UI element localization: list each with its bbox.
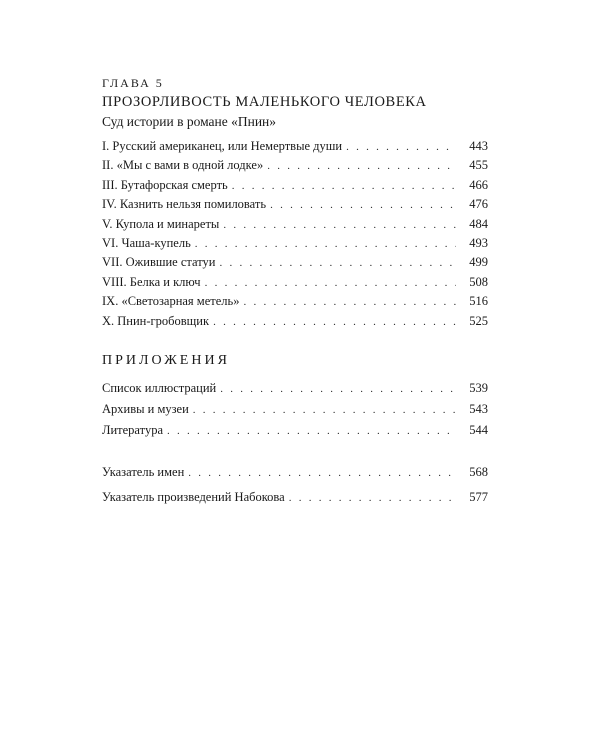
dot-leader [205, 274, 456, 293]
toc-entry-page: 493 [469, 235, 488, 250]
toc-entry [102, 137, 488, 156]
dot-leader [346, 138, 456, 157]
toc-entry-title: VII. Ожившие статуи [102, 255, 216, 270]
toc-entry [102, 234, 488, 253]
appendix-toc-list [102, 378, 488, 441]
toc-entry [102, 378, 488, 399]
toc-entry-page: 455 [469, 158, 488, 173]
dot-leader [270, 196, 456, 215]
toc-entry [102, 485, 488, 510]
toc-entry [102, 215, 488, 234]
toc-entry [102, 273, 488, 292]
toc-entry-title: VI. Чаша-купель [102, 235, 191, 250]
dot-leader [232, 177, 456, 196]
toc-entry-page: 499 [469, 255, 488, 270]
toc-entry-title: Литература [102, 423, 163, 437]
toc-entry [102, 420, 488, 441]
appendix-heading: ПРИЛОЖЕНИЯ [102, 353, 230, 368]
toc-entry [102, 156, 488, 175]
toc-entry-page: 577 [469, 490, 488, 504]
dot-leader [167, 421, 456, 442]
toc-entry-page: 539 [469, 381, 488, 395]
toc-entry-title: Список иллюстраций [102, 381, 217, 395]
toc-entry-title: II. «Мы с вами в одной лодке» [102, 158, 264, 173]
toc-entry-page: 543 [469, 402, 488, 416]
toc-entry-page: 508 [469, 274, 488, 289]
dot-leader [219, 254, 456, 273]
toc-entry-title: I. Русский американец, или Немертвые души [102, 139, 343, 153]
toc-entry-page: 568 [469, 465, 488, 479]
dot-leader [267, 157, 456, 176]
toc-entry [102, 195, 488, 214]
toc-entry [102, 312, 488, 331]
dot-leader [223, 216, 456, 235]
dot-leader [243, 293, 456, 312]
toc-entry-page: 466 [469, 177, 488, 192]
toc-entry-title: Указатель имен [102, 465, 185, 479]
dot-leader [195, 235, 456, 254]
dot-leader [193, 400, 456, 421]
dot-leader [213, 313, 456, 332]
chapter-toc-list [102, 137, 488, 331]
toc-entry-title: IX. «Светозарная метель» [102, 294, 240, 309]
toc-entry [102, 460, 488, 485]
toc-entry [102, 292, 488, 311]
chapter-subtitle: Суд истории в романе «Пнин» [102, 114, 277, 129]
toc-entry-page: 544 [469, 423, 488, 437]
toc-entry [102, 399, 488, 420]
dot-leader [220, 379, 456, 400]
toc-entry-page: 484 [469, 216, 488, 231]
toc-entry [102, 176, 488, 195]
toc-entry-title: Архивы и музеи [102, 402, 189, 416]
chapter-label: ГЛАВА 5 [102, 76, 164, 90]
toc-entry-title: Указатель произведений Набокова [102, 490, 285, 504]
toc-entry-title: IV. Казнить нельзя помиловать [102, 197, 267, 212]
toc-entry-page: 516 [469, 294, 488, 309]
dot-leader [289, 486, 456, 511]
toc-entry-page: 443 [469, 139, 488, 153]
toc-entry-title: V. Купола и минареты [102, 216, 220, 231]
toc-entry [102, 253, 488, 272]
toc-entry-title: III. Бутафорская смерть [102, 177, 228, 192]
toc-entry-page: 525 [469, 313, 488, 328]
toc-entry-title: X. Пнин-гробовщик [102, 313, 210, 328]
dot-leader [188, 461, 456, 486]
toc-entry-title: VIII. Белка и ключ [102, 274, 201, 289]
index-toc-list [102, 460, 488, 510]
toc-entry-page: 476 [469, 197, 488, 212]
chapter-title: ПРОЗОРЛИВОСТЬ МАЛЕНЬКОГО ЧЕЛОВЕКА [102, 94, 427, 110]
